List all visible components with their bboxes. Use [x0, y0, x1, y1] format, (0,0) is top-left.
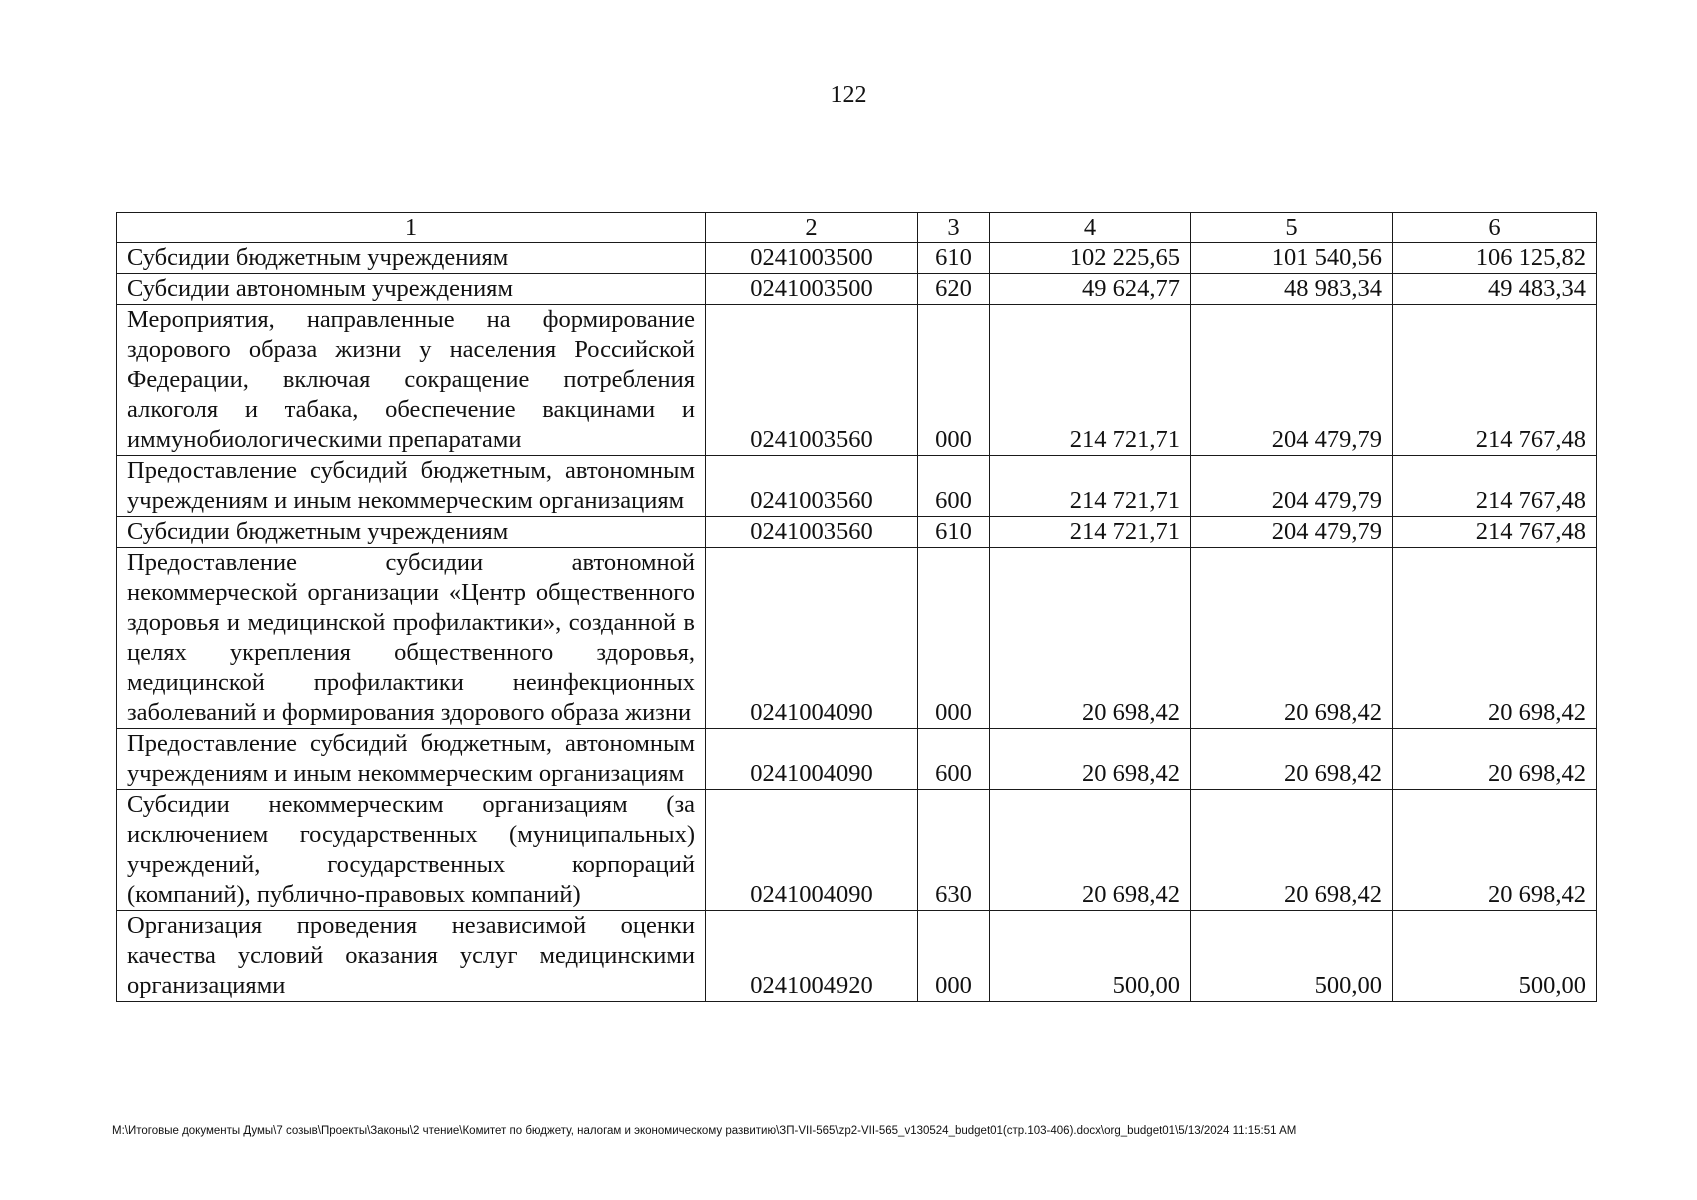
amount-cell: 49 483,34 — [1393, 274, 1597, 305]
amount-cell: 500,00 — [1393, 911, 1597, 1002]
expense-name-cell: Организация проведения независимой оценки качества условий оказания услуг медицинскими организациями — [117, 911, 706, 1002]
amount-cell: 102 225,65 — [990, 243, 1191, 274]
expense-type-cell: 620 — [918, 274, 990, 305]
column-number-header: 1 — [117, 213, 706, 243]
expense-name-cell: Субсидии бюджетным учреждениям — [117, 517, 706, 548]
table-row — [117, 729, 1597, 790]
target-code-cell: 0241003500 — [706, 274, 918, 305]
table-row — [117, 790, 1597, 911]
table-header-row — [117, 213, 1597, 243]
amount-cell: 500,00 — [990, 911, 1191, 1002]
expense-name-cell: Предоставление субсидий бюджетным, автономным учреждениям и иным некоммерческим организациям — [117, 456, 706, 517]
budget-table — [116, 212, 1597, 1002]
expense-type-cell: 000 — [918, 548, 990, 729]
document-file-path-footer: M:\Итоговые документы Думы\7 созыв\Проекты\Законы\2 чтение\Комитет по бюджету, налогам и экономическому развитию\ЗП-VII-565\zp2-VII-565_v130524_budget01(стр.103-406).docx\org_budget01\5/13/2024 11:15:51 AM — [112, 1125, 1297, 1137]
amount-cell: 49 624,77 — [990, 274, 1191, 305]
table-row — [117, 456, 1597, 517]
amount-cell: 20 698,42 — [1393, 548, 1597, 729]
expense-type-cell: 610 — [918, 517, 990, 548]
amount-cell: 214 767,48 — [1393, 305, 1597, 456]
table-row — [117, 305, 1597, 456]
amount-cell: 214 767,48 — [1393, 456, 1597, 517]
column-number-header: 3 — [918, 213, 990, 243]
expense-type-cell: 630 — [918, 790, 990, 911]
column-number-header: 6 — [1393, 213, 1597, 243]
column-number-header: 5 — [1191, 213, 1393, 243]
target-code-cell: 0241004920 — [706, 911, 918, 1002]
target-code-cell: 0241004090 — [706, 548, 918, 729]
page-number: 122 — [830, 82, 867, 108]
expense-name-cell: Предоставление субсидии автономной некоммерческой организации «Центр общественного здоровья и медицинской профилактики», созданной в целях укрепления общественного здоровья, медицинской профилактики неинфекционных заболеваний и формирования здорового образа жизни — [117, 548, 706, 729]
expense-type-cell: 600 — [918, 456, 990, 517]
amount-cell: 101 540,56 — [1191, 243, 1393, 274]
table-row — [117, 243, 1597, 274]
expense-name-cell: Предоставление субсидий бюджетным, автономным учреждениям и иным некоммерческим организациям — [117, 729, 706, 790]
amount-cell: 20 698,42 — [1393, 729, 1597, 790]
amount-cell: 214 767,48 — [1393, 517, 1597, 548]
table-row — [117, 548, 1597, 729]
amount-cell: 204 479,79 — [1191, 517, 1393, 548]
expense-name-cell: Субсидии некоммерческим организациям (за исключением государственных (муниципальных) учреждений, государственных корпораций (компаний), публично-правовых компаний) — [117, 790, 706, 911]
column-number-header: 4 — [990, 213, 1191, 243]
expense-type-cell: 000 — [918, 911, 990, 1002]
expense-type-cell: 610 — [918, 243, 990, 274]
target-code-cell: 0241003560 — [706, 456, 918, 517]
target-code-cell: 0241004090 — [706, 729, 918, 790]
target-code-cell: 0241003500 — [706, 243, 918, 274]
table-row — [117, 517, 1597, 548]
target-code-cell: 0241003560 — [706, 305, 918, 456]
amount-cell: 20 698,42 — [1191, 729, 1393, 790]
amount-cell: 20 698,42 — [1191, 790, 1393, 911]
amount-cell: 106 125,82 — [1393, 243, 1597, 274]
expense-name-cell: Субсидии бюджетным учреждениям — [117, 243, 706, 274]
amount-cell: 500,00 — [1191, 911, 1393, 1002]
column-number-header: 2 — [706, 213, 918, 243]
expense-name-cell: Субсидии автономным учреждениям — [117, 274, 706, 305]
expense-type-cell: 600 — [918, 729, 990, 790]
amount-cell: 204 479,79 — [1191, 305, 1393, 456]
target-code-cell: 0241004090 — [706, 790, 918, 911]
expense-name-cell: Мероприятия, направленные на формирование здорового образа жизни у населения Российской Федерации, включая сокращение потребления алкоголя и табака, обеспечение вакцинами и иммунобиологическими препаратами — [117, 305, 706, 456]
amount-cell: 20 698,42 — [990, 548, 1191, 729]
amount-cell: 204 479,79 — [1191, 456, 1393, 517]
amount-cell: 214 721,71 — [990, 517, 1191, 548]
amount-cell: 20 698,42 — [1191, 548, 1393, 729]
amount-cell: 20 698,42 — [1393, 790, 1597, 911]
table-row — [117, 274, 1597, 305]
target-code-cell: 0241003560 — [706, 517, 918, 548]
expense-type-cell: 000 — [918, 305, 990, 456]
amount-cell: 48 983,34 — [1191, 274, 1393, 305]
amount-cell: 20 698,42 — [990, 729, 1191, 790]
amount-cell: 20 698,42 — [990, 790, 1191, 911]
amount-cell: 214 721,71 — [990, 305, 1191, 456]
amount-cell: 214 721,71 — [990, 456, 1191, 517]
table-row — [117, 911, 1597, 1002]
